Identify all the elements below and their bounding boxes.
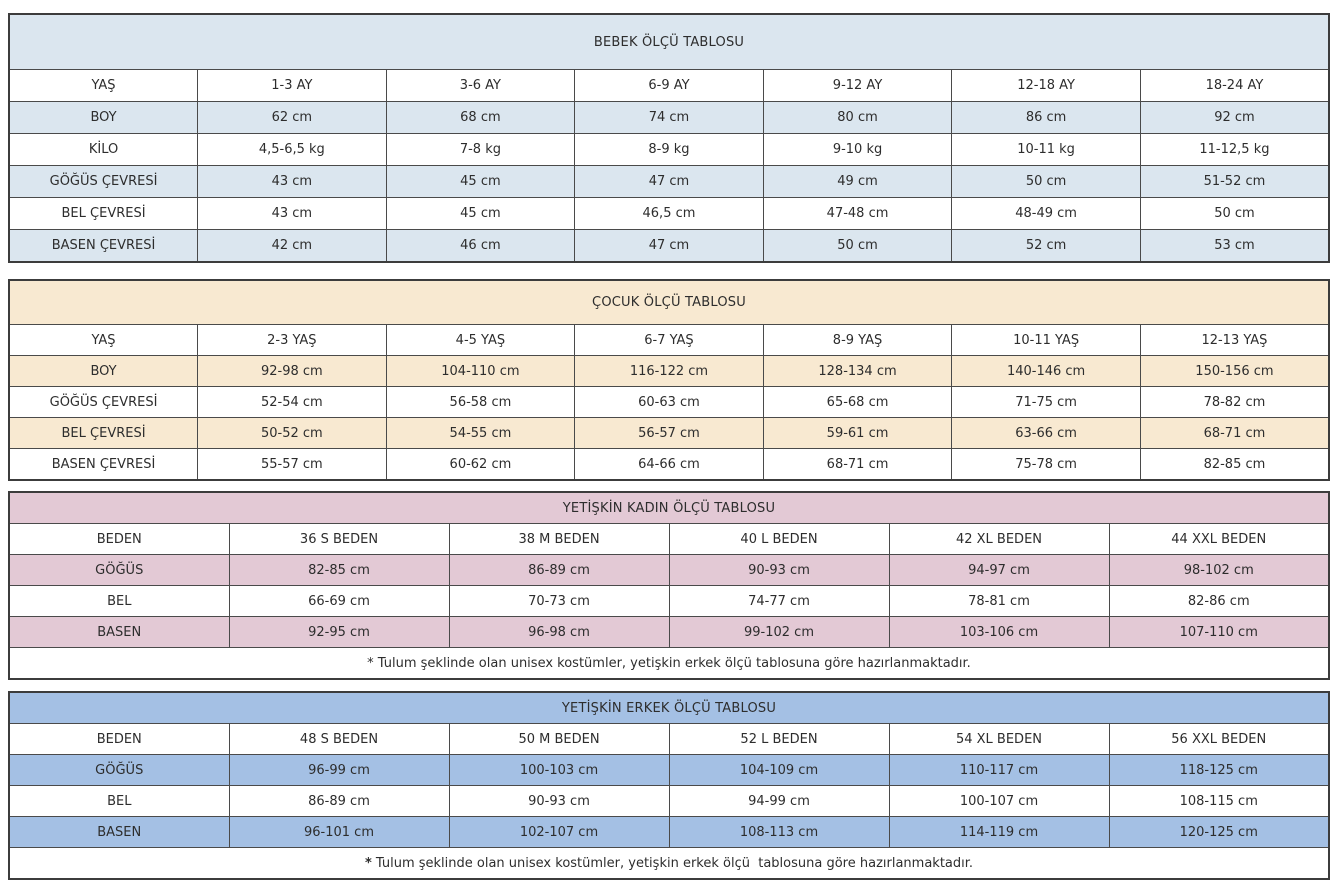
size-cell: 43 cm <box>198 166 387 198</box>
size-cell: 47 cm <box>575 166 764 198</box>
baby-size-table <box>8 13 1330 263</box>
size-cell: 92 cm <box>1140 102 1329 134</box>
size-cell: 12-18 AY <box>952 70 1141 102</box>
size-cell: 10-11 YAŞ <box>952 325 1141 356</box>
table-title: YETİŞKİN ERKEK ÖLÇÜ TABLOSU <box>9 692 1329 724</box>
size-cell: 50 cm <box>1140 198 1329 230</box>
size-cell: 49 cm <box>763 166 952 198</box>
table-row <box>9 449 1329 481</box>
size-cell: 100-107 cm <box>889 786 1109 817</box>
size-cell: 118-125 cm <box>1109 755 1329 786</box>
table-row <box>9 134 1329 166</box>
adult-men-size-table-section <box>8 691 1330 880</box>
size-cell: 86-89 cm <box>229 786 449 817</box>
row-label: BASEN ÇEVRESİ <box>9 449 198 481</box>
size-cell: 50-52 cm <box>198 418 387 449</box>
table-row <box>9 102 1329 134</box>
size-cell: 52 cm <box>952 230 1141 263</box>
size-cell: 50 M BEDEN <box>449 724 669 755</box>
table-row <box>9 755 1329 786</box>
size-cell: 107-110 cm <box>1109 617 1329 648</box>
size-cell: 102-107 cm <box>449 817 669 848</box>
size-cell: 12-13 YAŞ <box>1140 325 1329 356</box>
size-cell: 40 L BEDEN <box>669 524 889 555</box>
size-cell: 11-12,5 kg <box>1140 134 1329 166</box>
size-cell: 62 cm <box>198 102 387 134</box>
size-cell: 65-68 cm <box>763 387 952 418</box>
size-cell: 56-58 cm <box>386 387 575 418</box>
row-label: GÖĞÜS ÇEVRESİ <box>9 387 198 418</box>
size-cell: 51-52 cm <box>1140 166 1329 198</box>
row-label: YAŞ <box>9 70 198 102</box>
size-cell: 70-73 cm <box>449 586 669 617</box>
size-cell: 128-134 cm <box>763 356 952 387</box>
size-cell: 150-156 cm <box>1140 356 1329 387</box>
adult-women-size-table-section <box>8 491 1330 680</box>
row-label: BEDEN <box>9 724 229 755</box>
size-cell: 46,5 cm <box>575 198 764 230</box>
row-label: BASEN ÇEVRESİ <box>9 230 198 263</box>
size-cell: 78-81 cm <box>889 586 1109 617</box>
size-cell: 3-6 AY <box>386 70 575 102</box>
size-cell: 38 M BEDEN <box>449 524 669 555</box>
size-cell: 1-3 AY <box>198 70 387 102</box>
size-cell: 104-109 cm <box>669 755 889 786</box>
size-cell: 103-106 cm <box>889 617 1109 648</box>
size-cell: 99-102 cm <box>669 617 889 648</box>
size-cell: 86 cm <box>952 102 1141 134</box>
size-cell: 71-75 cm <box>952 387 1141 418</box>
size-cell: 45 cm <box>386 166 575 198</box>
note-asterisk: * <box>367 655 374 671</box>
note-text: Tulum şeklinde olan unisex kostümler, yetişkin erkek ölçü tablosuna göre hazırlanmaktadır. <box>373 655 971 671</box>
size-cell: 46 cm <box>386 230 575 263</box>
table-row <box>9 198 1329 230</box>
table-row <box>9 418 1329 449</box>
table-note-row <box>9 648 1329 680</box>
row-label: YAŞ <box>9 325 198 356</box>
size-cell: 53 cm <box>1140 230 1329 263</box>
size-cell: 56-57 cm <box>575 418 764 449</box>
size-cell: 108-115 cm <box>1109 786 1329 817</box>
table-row <box>9 70 1329 102</box>
size-cell: 100-103 cm <box>449 755 669 786</box>
table-row <box>9 724 1329 755</box>
size-cell: 120-125 cm <box>1109 817 1329 848</box>
table-note-row <box>9 848 1329 880</box>
size-cell: 52 L BEDEN <box>669 724 889 755</box>
row-label: BEL ÇEVRESİ <box>9 418 198 449</box>
size-cell: 108-113 cm <box>669 817 889 848</box>
size-cell: 82-85 cm <box>1140 449 1329 481</box>
size-cell: 140-146 cm <box>952 356 1141 387</box>
size-cell: 2-3 YAŞ <box>198 325 387 356</box>
size-cell: 43 cm <box>198 198 387 230</box>
table-row <box>9 555 1329 586</box>
row-label: GÖĞÜS ÇEVRESİ <box>9 166 198 198</box>
size-cell: 60-63 cm <box>575 387 764 418</box>
size-cell: 8-9 YAŞ <box>763 325 952 356</box>
size-cell: 54-55 cm <box>386 418 575 449</box>
size-cell: 4,5-6,5 kg <box>198 134 387 166</box>
size-cell: 59-61 cm <box>763 418 952 449</box>
size-cell: 7-8 kg <box>386 134 575 166</box>
size-cell: 56 XXL BEDEN <box>1109 724 1329 755</box>
size-cell: 52-54 cm <box>198 387 387 418</box>
size-cell: 80 cm <box>763 102 952 134</box>
adult-women-size-table <box>8 491 1330 680</box>
size-cell: 6-9 AY <box>575 70 764 102</box>
size-cell: 68-71 cm <box>1140 418 1329 449</box>
size-cell: 45 cm <box>386 198 575 230</box>
size-cell: 90-93 cm <box>669 555 889 586</box>
table-row <box>9 166 1329 198</box>
size-cell: 42 cm <box>198 230 387 263</box>
table-row <box>9 617 1329 648</box>
size-cell: 68-71 cm <box>763 449 952 481</box>
table-row <box>9 586 1329 617</box>
size-cell: 92-95 cm <box>229 617 449 648</box>
size-cell: 104-110 cm <box>386 356 575 387</box>
row-label: BEL <box>9 786 229 817</box>
size-cell: 63-66 cm <box>952 418 1141 449</box>
row-label: BASEN <box>9 617 229 648</box>
size-cell: 94-99 cm <box>669 786 889 817</box>
row-label: BEL ÇEVRESİ <box>9 198 198 230</box>
row-label: BOY <box>9 102 198 134</box>
size-cell: 6-7 YAŞ <box>575 325 764 356</box>
table-row <box>9 786 1329 817</box>
table-row <box>9 387 1329 418</box>
size-cell: 8-9 kg <box>575 134 764 166</box>
size-cell: 44 XXL BEDEN <box>1109 524 1329 555</box>
note-text: Tulum şeklinde olan unisex kostümler, yetişkin erkek ölçü tablosuna göre hazırlanmaktadır. <box>371 855 974 871</box>
size-cell: 75-78 cm <box>952 449 1141 481</box>
size-cell: 96-99 cm <box>229 755 449 786</box>
child-size-table <box>8 279 1330 481</box>
size-cell: 4-5 YAŞ <box>386 325 575 356</box>
size-cell: 74 cm <box>575 102 764 134</box>
table-title-row <box>9 692 1329 724</box>
size-cell: 82-86 cm <box>1109 586 1329 617</box>
size-cell: 90-93 cm <box>449 786 669 817</box>
size-note <box>9 848 1329 880</box>
size-cell: 48-49 cm <box>952 198 1141 230</box>
table-row <box>9 325 1329 356</box>
size-cell: 10-11 kg <box>952 134 1141 166</box>
baby-size-table-section <box>8 13 1330 263</box>
row-label: GÖĞÜS <box>9 555 229 586</box>
table-title: BEBEK ÖLÇÜ TABLOSU <box>9 14 1329 70</box>
size-cell: 86-89 cm <box>449 555 669 586</box>
size-cell: 42 XL BEDEN <box>889 524 1109 555</box>
size-note <box>9 648 1329 680</box>
size-cell: 36 S BEDEN <box>229 524 449 555</box>
size-cell: 116-122 cm <box>575 356 764 387</box>
table-title: YETİŞKİN KADIN ÖLÇÜ TABLOSU <box>9 492 1329 524</box>
size-cell: 50 cm <box>763 230 952 263</box>
table-row <box>9 356 1329 387</box>
note-asterisk: * <box>364 855 372 871</box>
size-cell: 18-24 AY <box>1140 70 1329 102</box>
table-row <box>9 817 1329 848</box>
size-cell: 9-12 AY <box>763 70 952 102</box>
size-cell: 66-69 cm <box>229 586 449 617</box>
row-label: KİLO <box>9 134 198 166</box>
row-label: BEL <box>9 586 229 617</box>
size-cell: 82-85 cm <box>229 555 449 586</box>
size-cell: 114-119 cm <box>889 817 1109 848</box>
size-cell: 74-77 cm <box>669 586 889 617</box>
size-cell: 96-98 cm <box>449 617 669 648</box>
size-cell: 54 XL BEDEN <box>889 724 1109 755</box>
size-cell: 55-57 cm <box>198 449 387 481</box>
table-title-row <box>9 280 1329 325</box>
row-label: BOY <box>9 356 198 387</box>
row-label: GÖĞÜS <box>9 755 229 786</box>
adult-men-size-table <box>8 691 1330 880</box>
table-title-row <box>9 492 1329 524</box>
row-label: BEDEN <box>9 524 229 555</box>
size-cell: 94-97 cm <box>889 555 1109 586</box>
size-cell: 60-62 cm <box>386 449 575 481</box>
size-cell: 50 cm <box>952 166 1141 198</box>
table-row <box>9 524 1329 555</box>
size-cell: 64-66 cm <box>575 449 764 481</box>
size-cell: 48 S BEDEN <box>229 724 449 755</box>
size-cell: 78-82 cm <box>1140 387 1329 418</box>
size-cell: 92-98 cm <box>198 356 387 387</box>
table-title-row <box>9 14 1329 70</box>
size-cell: 68 cm <box>386 102 575 134</box>
child-size-table-section <box>8 279 1330 481</box>
size-cell: 47 cm <box>575 230 764 263</box>
size-cell: 98-102 cm <box>1109 555 1329 586</box>
size-cell: 9-10 kg <box>763 134 952 166</box>
table-title: ÇOCUK ÖLÇÜ TABLOSU <box>9 280 1329 325</box>
size-cell: 96-101 cm <box>229 817 449 848</box>
row-label: BASEN <box>9 817 229 848</box>
table-row <box>9 230 1329 263</box>
size-cell: 110-117 cm <box>889 755 1109 786</box>
size-cell: 47-48 cm <box>763 198 952 230</box>
